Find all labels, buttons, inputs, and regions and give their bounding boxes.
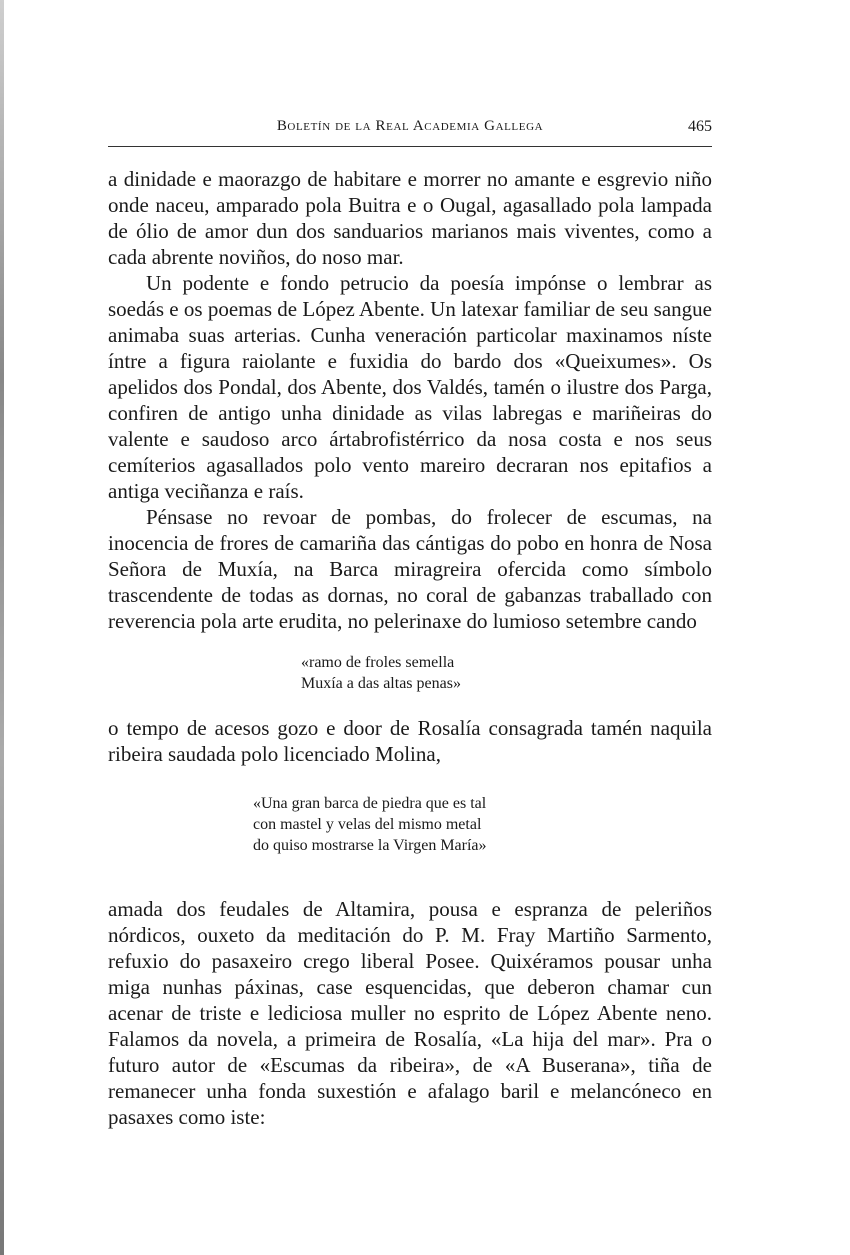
verse-quote-molina xyxy=(253,793,712,856)
verse-line: con mastel y velas del mismo metal xyxy=(253,816,482,833)
paragraph-continued: a dinidade e maorazgo de habitare e morrer no amante e esgrevio niño onde naceu, amparado pola Buitra e o Ougal, agasallado pola lampada de ólio de amor dun dos sanduarios marianos mais viventes, como a cada abrente noviños, do noso mar. xyxy=(108,167,712,269)
running-title: Boletín de la Real Academia Gallega xyxy=(276,118,544,134)
paragraph-continued: o tempo de acesos gozo e door de Rosalía consagrada tamén naquila ribeira saudada polo licenciado Molina, xyxy=(108,716,712,766)
body-text xyxy=(108,166,712,1130)
verse-line: Muxía a das altas penas» xyxy=(301,675,461,692)
page-header xyxy=(108,118,712,142)
verse-line: «Una gran barca de piedra que es tal xyxy=(253,795,487,812)
scan-edge-shadow xyxy=(0,0,4,1255)
page-number: 465 xyxy=(688,118,712,135)
verse-line: do quiso mostrarse la Virgen María» xyxy=(253,837,487,854)
paragraph: Pénsase no revoar de pombas, do frolecer de escumas, na inocencia de frores de camariña das cántigas do pobo en honra de Nosa Señora de Muxía, na Barca miragreira ofercida como símbolo trascendente de todas as dornas, no coral de gabanzas traballado con reverencia pola arte erudita, no pelerinaxe do lumioso setembre cando xyxy=(108,505,712,633)
paragraph-continued: amada dos feudales de Altamira, pousa e espranza de peleriños nórdicos, ouxeto da meditación do P. M. Fray Martiño Sarmento, refuxio do pasaxeiro crego liberal Posee. Quixéramos pousar unha miga nunhas páxinas, case esquencidas, que deberon chamar cun acenar de triste e lediciosa muller no esprito de López Abente neno. Falamos da novela, a primeira de Rosalía, «La hija del mar». Pra o futuro autor de «Escumas da ribeira», de «A Buserana», tiña de remanecer unha fonda suxestión e afalago baril e melancóneco en pasaxes como iste: xyxy=(108,897,712,1129)
header-rule xyxy=(108,146,712,147)
paragraph: Un podente e fondo petrucio da poesía impónse o lembrar as soedás e os poemas de López Abente. Un latexar familiar de seu sangue animaba suas arterias. Cunha veneración particolar maxinamos níste íntre a figura raiolante e fuxidia do bardo dos «Queixumes». Os apelidos dos Pondal, dos Abente, dos Valdés, tamén o ilustre dos Parga, confiren de antigo unha dinidade as vilas labregas e mariñeiras do valente e saudoso arco ártabrofistérrico da nosa costa e nos seus cemíterios agasallados polo vento mareiro decraran nos epitafios a antiga veciñanza e raís. xyxy=(108,271,712,503)
verse-line: «ramo de froles semella xyxy=(301,654,455,671)
verse-quote-muxia xyxy=(301,652,712,694)
